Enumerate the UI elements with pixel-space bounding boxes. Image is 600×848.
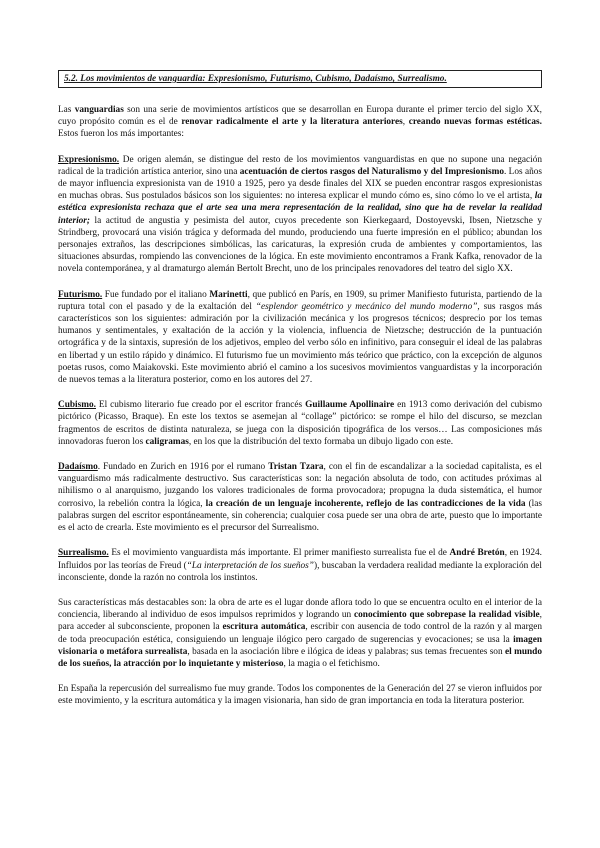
- espana-paragraph: En España la repercusión del surrealismo fue muy grande. Todos los componentes de la Generación del 27 se vieron influidos por este movimiento, y la escritura automática y la imagen visionaria, han sido de gran importancia en toda la literatura posterior.: [58, 684, 542, 707]
- document-page: [58, 70, 542, 721]
- futurismo-paragraph: Futurismo. Fue fundado por el italiano Marinetti, que publicó en París, en 1909, su primer Manifiesto futurista, partiendo de la ruptura total con el pasado y de la exaltación del “esplendor geométrico y mecánico del mundo moderno”, sus rasgos más característicos son los siguientes: admiración por la civilización mecánica y los progresos técnicos; desprecio por los temas humanos y sentimentales, y exaltación de la acción y la violencia, influencia de Nietzsche; destrucción de la puntuación ortográfica y de la sintaxis, supresión de los adjetivos, empleo del verbo sólo en infinitivo, para conseguir el ideal de las palabras en libertad y un estilo rápido y dinámico. El futurismo fue un movimiento más teórico que práctico, con la excepción de algunos poetas rusos, como Maiakovski. Este movimiento abrió el camino a los sucesivos movimientos vanguardistas y la incorporación de nuevos temas a la literatura posterior, como en los autores del 27.: [58, 289, 542, 386]
- expresionismo-title: Expresionismo.: [58, 154, 120, 165]
- futurismo-title: Futurismo.: [58, 289, 103, 300]
- cubismo-title: Cubismo.: [58, 400, 96, 411]
- intro-paragraph: Las vanguardias son una serie de movimientos artísticos que se desarrollan en Europa durante el primer tercio del siglo XX, cuyo propósito común es el de renovar radicalmente el arte y la literatura anteriores, creando nuevas formas estéticas. Estos fueron los más importantes:: [58, 105, 542, 140]
- cubismo-paragraph: Cubismo. El cubismo literario fue creado por el escritor francés Guillaume Apollinaire en 1913 como derivación del cubismo pictórico (Picasso, Braque). En este los textos se asemejan al “collage” pictórico: se rompe el hilo del discurso, se mezclan fragmentos de escritos de distinta naturaleza, se juega con la disposición tipográfica de los versos… Las composiciones más innovadoras fueron los caligramas, en los que la distribución del texto formaba un dibujo ligado con este.: [58, 400, 542, 447]
- surrealismo-caracteristicas-paragraph: Sus características más destacables son: la obra de arte es el lugar donde aflora todo lo que se encuentra oculto en el interior de la conciencia, liberando al individuo de esos impulsos reprimidos y logrando un conocimiento que sobrepase la realidad visible, para acceder al subconsciente, proponen la escritura automática, escribir con ausencia de todo control de la razón y al margen de toda preocupación estética, consiguiendo un lenguaje ilógico pero cargado de sugerencias y evocaciones; se usa la imagen visionaria o metáfora surrealista, basada en la asociación libre e ilógica de ideas y palabras; sus temas frecuentes son el mundo de los sueños, la atracción por lo inquietante y misterioso, la magia o el fetichismo.: [58, 597, 542, 669]
- surrealismo-title: Surrealismo.: [58, 548, 109, 559]
- dadaismo-paragraph: Dadaísmo. Fundado en Zurich en 1916 por el rumano Tristan Tzara, con el fin de escandalizar a la sociedad capitalista, es el vanguardismo más radicalmente destructivo. Sus características son: la negación absoluta de todo, con actitudes próximas al nihilismo o al anarquismo, juzgando los valores tradicionales de forma provocadora; propugna la duda sistemática, el humor corrosivo, la rebelión contra la lógica, la creación de un lenguaje incoherente, reflejo de las contradicciones de la vida (las palabras surgen del escritor espontáneamente, sin coherencia; cualquier cosa puede ser una obra de arte, puesto que lo importante es el acto de crearla. Este movimiento es el precursor del Surrealismo.: [58, 462, 542, 534]
- section-heading: 5.2. Los movimientos de vanguardia: Expresionismo, Futurismo, Cubismo, Dadaísmo, Surrealismo.: [58, 70, 542, 88]
- dadaismo-title: Dadaísmo: [58, 462, 98, 473]
- expresionismo-paragraph: Expresionismo. De origen alemán, se distingue del resto de los movimientos vanguardistas en que no supone una negación radical de la tradición artística anterior, sino una acentuación de ciertos rasgos del Naturalismo y del Impresionismo. Los años de mayor influencia expresionista van de 1910 a 1925, pero ya desde finales del XIX se pueden encontrar rasgos expresionistas en muchas obras. Sus postulados básicos son los siguientes: no interesa explicar el mundo cómo es, sino cómo lo ve el artista, la estética expresionista rechaza que el arte sea una mera representación de la realidad, sino que ha de revelar la realidad interior; la actitud de angustia y pesimista del autor, cuyos precedente son Kierkegaard, Dostoyevski, Ibsen, Nietzsche y Strindberg, provocará una visión trágica y deformada del mundo, produciendo una fuerte impresión en el público; abundan los personajes extraños, las descripciones simbólicas, las caricaturas, la expresión cruda de ambientes y comportamientos, las situaciones absurdas, rompiendo las convenciones de la lógica. En este movimiento encontramos a Frank Kafka, renovador de la novela contemporánea, y al dramaturgo alemán Bertolt Brecht, uno de los principales renovadores del teatro del siglo XX.: [58, 154, 542, 275]
- surrealismo-paragraph: Surrealismo. Es el movimiento vanguardista más importante. El primer manifiesto surrealista fue el de André Bretón, en 1924. Influidos por las teorías de Freud (“La interpretación de los sueños”), buscaban la verdadera realidad mediante la exploración del inconsciente, donde la razón no controla los instintos.: [58, 548, 543, 583]
